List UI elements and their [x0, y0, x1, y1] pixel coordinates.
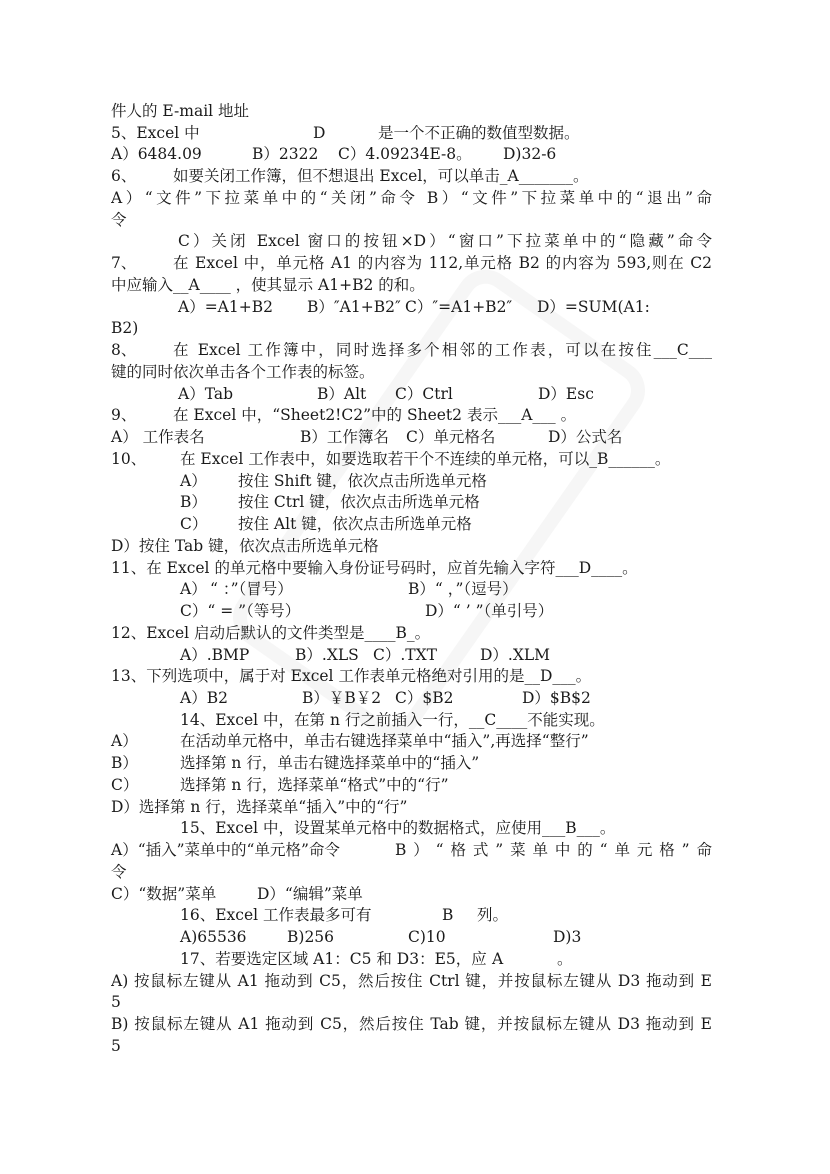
text-line — [0, 339, 830, 361]
text-line — [0, 513, 830, 535]
text-line — [0, 774, 830, 796]
text-segment: B) 按鼠标左键从 A1 拖动到 C5，然后按住 Tab 键，并按鼠标左键从 D3 拖动到 E — [111, 1015, 712, 1034]
text-segment: “ ：”（冒号） — [210, 580, 293, 599]
text-segment: 在 Excel 中，“Sheet2!C2”中的 Sheet2 表示___A___ 。 — [173, 406, 577, 425]
text-segment: D）Esc — [538, 384, 594, 403]
text-segment: D — [313, 123, 326, 142]
text-segment: A）=A1+B2 — [178, 297, 273, 316]
text-segment: B2) — [111, 319, 139, 338]
text-segment: B）“ ，”（逗号） — [408, 580, 518, 599]
text-line — [0, 578, 830, 600]
text-segment: A） — [180, 471, 207, 490]
text-line — [0, 883, 830, 905]
text-segment: C）$B2 — [395, 688, 454, 707]
text-segment: 按住 Ctrl 键，依次点击所选单元格 — [238, 493, 480, 512]
text-line — [0, 209, 830, 231]
text-line — [0, 600, 830, 622]
text-segment: A）6484.09 — [111, 145, 202, 164]
text-segment: D）公式名 — [548, 428, 623, 447]
text-segment: 5、Excel 中 — [111, 123, 200, 142]
text-segment: D）“编辑”菜单 — [257, 884, 363, 903]
text-segment: B — [442, 906, 454, 925]
text-segment: B）￥B￥2 — [302, 688, 382, 707]
text-segment: 在 Excel 工作簿中，同时选择多个相邻的工作表，可以在按住___C___ — [173, 341, 712, 360]
text-segment: 9、 — [111, 406, 137, 425]
text-segment: A） — [180, 580, 207, 599]
text-line — [0, 470, 830, 492]
text-segment: 列。 — [477, 906, 509, 925]
text-segment: D）选择第 n 行，选择菜单“插入”中的“行” — [111, 797, 408, 816]
text-segment: D）=SUM(A1: — [537, 297, 650, 316]
text-segment: C）4.09234E-8。 — [338, 145, 472, 164]
text-segment: 如要关闭工作簿，但不想退出 Excel，可以单击_A_______。 — [173, 167, 589, 186]
text-segment: 8、 — [111, 341, 137, 360]
text-line — [0, 1013, 830, 1035]
text-segment: 16、Excel 工作表最多可有 — [180, 906, 372, 925]
text-segment: C）“数据”菜单 — [111, 884, 217, 903]
text-segment: C）Ctrl — [395, 384, 453, 403]
text-line — [0, 252, 830, 274]
text-segment: 在活动单元格中，单击右键选择菜单中“插入”,再选择“整行” — [180, 732, 589, 751]
text-segment: 是一个不正确的数值型数据。 — [378, 123, 580, 142]
text-segment: D）.XLM — [480, 645, 551, 664]
text-segment: 件人的 E-mail 地址 — [111, 102, 250, 120]
text-line — [0, 187, 830, 209]
text-line — [0, 491, 830, 513]
text-line — [0, 904, 830, 926]
text-line — [0, 1035, 830, 1057]
text-segment: A）“文件”下拉菜单中的“关闭”命令 B）“文件”下拉菜单中的“退出”命 — [111, 188, 712, 207]
text-line — [0, 557, 830, 579]
text-segment: 键的同时依次单击各个工作表的标签。 — [111, 362, 375, 381]
text-line — [0, 165, 830, 187]
text-line — [0, 644, 830, 666]
text-segment: 10、 — [111, 449, 147, 468]
text-line — [0, 296, 830, 318]
text-segment: D)32-6 — [503, 145, 557, 164]
text-segment: 5 — [111, 1036, 121, 1055]
text-segment: 17、若要选定区域 A1：C5 和 D3：E5，应 — [180, 949, 487, 968]
text-segment: 11、在 Excel 的单元格中要输入身份证号码时，应首先输入字符___D____。 — [111, 558, 638, 577]
text-line — [0, 448, 830, 470]
text-segment: 在 Excel 中，单元格 A1 的内容为 112,单元格 B2 的内容为 593,则在 C2 — [173, 254, 712, 273]
text-segment: 按住 Shift 键，依次点击所选单元格 — [238, 471, 487, 490]
text-line — [0, 122, 830, 144]
text-segment: D）$B$2 — [522, 688, 591, 707]
text-segment: 令 — [111, 862, 127, 881]
text-segment: B）2322 — [252, 145, 319, 164]
text-segment: C）关闭 Excel 窗口的按钮×D）“窗口”下拉菜单中的“隐藏”命令 — [178, 232, 712, 251]
text-segment: B）″A1+B2″ — [307, 297, 401, 316]
text-segment: B）工作簿名 — [300, 428, 389, 447]
text-line — [0, 100, 830, 122]
text-line — [0, 796, 830, 818]
text-segment: 中应输入__A____ ，使其显示 A1+B2 的和。 — [111, 275, 425, 294]
text-line — [0, 709, 830, 731]
text-segment: A）Tab — [178, 384, 233, 403]
text-segment: B)256 — [287, 928, 335, 947]
text-segment: D）按住 Tab 键，依次点击所选单元格 — [111, 536, 379, 555]
text-segment: 7、 — [111, 254, 137, 273]
text-segment: A）“插入”菜单中的“单元格”命令 — [111, 841, 340, 860]
text-line — [0, 665, 830, 687]
text-line — [0, 817, 830, 839]
text-segment: B）“格式”菜单中的“单元格”命 — [395, 841, 712, 860]
text-line — [0, 230, 830, 252]
text-segment: A — [492, 949, 504, 968]
text-segment: A）.BMP — [180, 645, 250, 664]
text-segment: 选择第 n 行，单击右键选择菜单中的“插入” — [180, 754, 480, 773]
text-line — [0, 361, 830, 383]
text-segment: A） — [111, 732, 138, 751]
text-segment: C）″=A1+B2″ — [405, 297, 513, 316]
text-line — [0, 687, 830, 709]
text-line — [0, 861, 830, 883]
text-segment: B）Alt — [317, 384, 367, 403]
text-segment: A)65536 — [180, 928, 247, 947]
text-segment: 选择第 n 行，选择菜单“格式”中的“行” — [180, 775, 449, 794]
text-segment: B） — [111, 754, 138, 773]
text-segment: 12、Excel 启动后默认的文件类型是____B_。 — [111, 623, 431, 642]
text-segment: 。 — [557, 949, 573, 968]
text-line — [0, 839, 830, 861]
text-segment: 5 — [111, 993, 121, 1012]
text-line — [0, 404, 830, 426]
text-segment: 在 Excel 工作表中，如要选取若干个不连续的单元格，可以_B______。 — [180, 449, 671, 468]
text-segment: D)3 — [553, 928, 582, 947]
text-segment: C）单元格名 — [406, 428, 496, 447]
text-segment: C）.TXT — [373, 645, 437, 664]
text-segment: C） — [180, 515, 208, 534]
text-segment: C）“ = ”（等号） — [180, 602, 301, 621]
text-line — [0, 622, 830, 644]
text-segment: B） — [180, 493, 207, 512]
text-line — [0, 274, 830, 296]
text-segment: C） — [111, 775, 139, 794]
text-line — [0, 535, 830, 557]
text-line — [0, 383, 830, 405]
text-line — [0, 991, 830, 1013]
text-segment: 15、Excel 中，设置某单元格中的数据格式，应使用___B___。 — [180, 819, 616, 838]
text-segment: 14、Excel 中，在第 n 行之前插入一行，__C____不能实现。 — [180, 710, 605, 729]
text-segment: A）B2 — [180, 688, 228, 707]
text-segment: C)10 — [408, 928, 446, 947]
text-segment: 令 — [111, 210, 127, 229]
text-segment: 13、下列选项中，属于对 Excel 工作表单元格绝对引用的是__D___。 — [111, 667, 592, 686]
text-line — [0, 426, 830, 448]
text-segment: 按住 Alt 键，依次点击所选单元格 — [238, 515, 472, 534]
text-line — [0, 317, 830, 339]
text-segment: B）.XLS — [295, 645, 359, 664]
text-line — [0, 926, 830, 948]
text-segment: 6、 — [111, 167, 137, 186]
text-line — [0, 752, 830, 774]
text-line — [0, 970, 830, 992]
text-line — [0, 730, 830, 752]
text-segment: D）“ ’ ”（单引号） — [425, 602, 554, 621]
text-line — [0, 143, 830, 165]
text-segment: A) 按鼠标左键从 A1 拖动到 C5，然后按住 Ctrl 键，并按鼠标左键从 D3 拖动到 E — [111, 971, 712, 990]
text-segment: A） 工作表名 — [111, 428, 205, 447]
text-line — [0, 948, 830, 970]
